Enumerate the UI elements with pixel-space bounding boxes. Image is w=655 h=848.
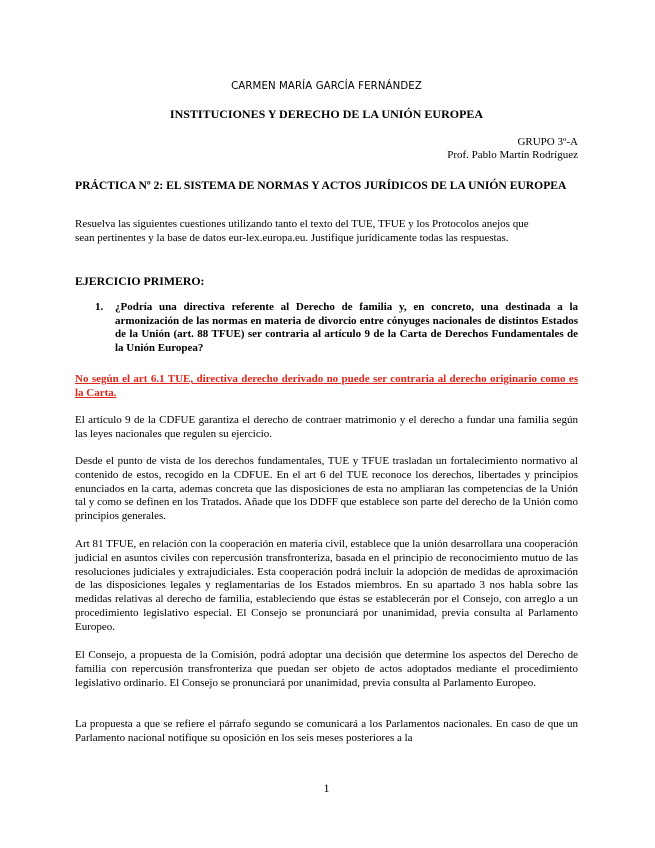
exercise-heading: EJERCICIO PRIMERO: — [75, 274, 205, 288]
question-item — [95, 301, 578, 355]
body-paragraph: Art 81 TFUE, en relación con la cooperación en materia civil, establece que la unión desarrollara una cooperación judicial en asuntos civiles con repercusión transfronteriza, basada en el principio de reconocimiento mutuo de las resoluciones judiciales y extrajudiciales. Esta cooperación podrá incluir la adopción de medidas de aproximación de las disposiciones legales y reglamentarias de los Estados miembros. En su apartado 3 nos habla sobre las medidas relativas al derecho de familia, estableciendo que éstas se establecerán por el Consejo, con arreglo a un procedimiento legislativo especial. El Consejo se pronunciará por unanimidad, previa consulta al Parlamento Europeo. — [75, 538, 578, 633]
body-paragraph: Desde el punto de vista de los derechos fundamentales, TUE y TFUE trasladan un fortalecimiento normativo al contenido de estos, recogido en la CDFUE. En el art 6 del TUE reconoce los derechos, libertades y principios enunciados en la carta, ademas concreta que las disposiciones de esta no ampliaran las competencias de la Unión tal y como se definen en los Tratados. Añade que los DDFF que establece son parte del derecho de la Unión como principios generales. — [75, 455, 578, 523]
group-block — [447, 136, 578, 162]
body-paragraph: El artículo 9 de la CDFUE garantiza el derecho de contraer matrimonio y el derecho a fundar una familia según las leyes nacionales que regulen su ejercicio. — [75, 414, 578, 440]
professor-name: Prof. Pablo Martín Rodríguez — [447, 149, 578, 161]
group-label: GRUPO 3º-A — [517, 136, 578, 148]
question-number: 1. — [95, 301, 104, 313]
body-paragraph: El Consejo, a propuesta de la Comisión, podrá adoptar una decisión que determine los aspectos del Derecho de familia con repercusión transfronteriza que puedan ser objeto de actos adoptados mediante el procedimiento legislativo ordinario. El Consejo se pronunciará por unanimidad, previa consulta al Parlamento Europeo. — [75, 649, 578, 689]
practica-title: PRÁCTICA Nº 2: EL SISTEMA DE NORMAS Y ACTOS JURÍDICOS DE LA UNIÓN EUROPEA — [75, 179, 567, 192]
author-name: CARMEN MARÍA GARCÍA FERNÁNDEZ — [231, 81, 422, 92]
page-number: 1 — [323, 781, 330, 795]
question-text: ¿Podría una directiva referente al Derecho de familia y, en concreto, una destinada a la armonización de las normas en materia de divorcio entre cónyuges nacionales de distintos Estados de la Unión (art. 88 TFUE) ser contraria al artículo 9 de la Carta de Derechos Fundamentales de la Unión Europea? — [115, 301, 578, 354]
intro-paragraph: Resuelva las siguientes cuestiones utilizando tanto el texto del TUE, TFUE y los Protocolos anejos que sean pertinentes y la base de datos eur-lex.europa.eu. Justifique jurídicamente todas las respuestas. — [75, 218, 529, 244]
answer-text: No según el art 6.1 TUE, directiva derecho derivado no puede ser contraria al derecho originario como es la Carta. — [75, 373, 578, 399]
body-paragraph: La propuesta a que se refiere el párrafo segundo se comunicará a los Parlamentos nacionales. En caso de que un Parlamento nacional notifique su oposición en los seis meses posteriores a la — [75, 718, 578, 744]
course-title: INSTITUCIONES Y DERECHO DE LA UNIÓN EUROPEA — [169, 107, 484, 121]
